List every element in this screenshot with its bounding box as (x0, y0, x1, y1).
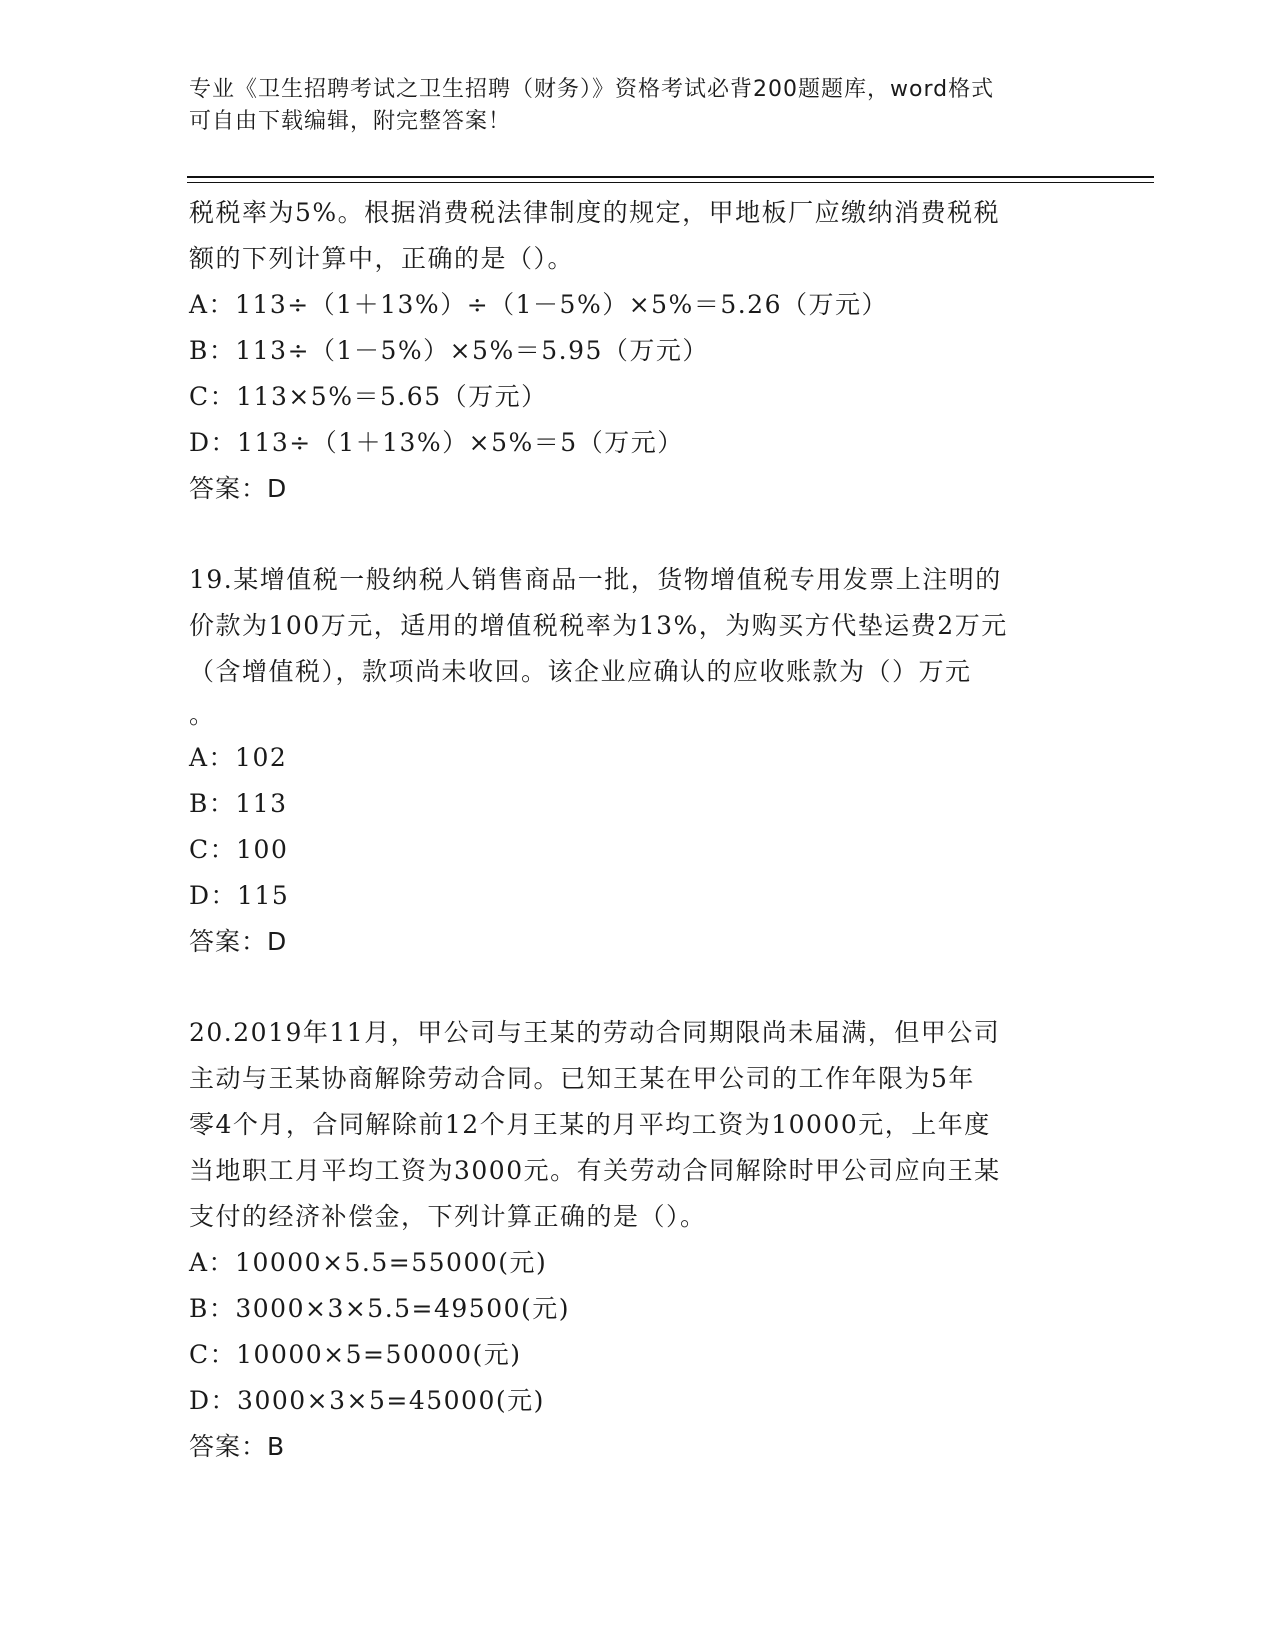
question-stem-line: 税税率为5%。根据消费税法律制度的规定，甲地板厂应缴纳消费税税 (189, 198, 1001, 227)
question-stem-line: 19.某增值税一般纳税人销售商品一批，货物增值税专用发票上注明的 (189, 565, 1002, 594)
option-b: B：3000×3×5.5=49500(元) (189, 1294, 571, 1323)
question-stem-line: 零4个月，合同解除前12个月王某的月平均工资为10000元，上年度 (189, 1110, 991, 1139)
question-stem-line: 当地职工月平均工资为3000元。有关劳动合同解除时甲公司应向王某 (189, 1156, 1001, 1185)
option-d: D：115 (189, 881, 290, 910)
option-b: B：113÷（1－5%）×5%＝5.95（万元） (189, 336, 709, 365)
question-stem-line: （含增值税），款项尚未收回。该企业应确认的应收账款为（）万元 (189, 657, 972, 686)
answer-line: 答案：D (189, 927, 288, 956)
header-title-line-1: 专业《卫生招聘考试之卫生招聘（财务）》资格考试必背200题题库，word格式 (189, 77, 995, 102)
option-b: B：113 (189, 789, 288, 818)
question-gap (189, 965, 1149, 1010)
answer-line: 答案：D (189, 474, 288, 503)
question-18 (189, 190, 1149, 512)
question-19 (189, 557, 1149, 965)
header-rule-thick (187, 176, 1154, 178)
question-stem-line: 支付的经济补偿金，下列计算正确的是（）。 (189, 1202, 707, 1231)
question-stem-line: 。 (189, 700, 216, 729)
answer-line: 答案：B (189, 1432, 286, 1461)
question-20 (189, 1010, 1149, 1470)
option-a: A：113÷（1＋13%）÷（1－5%）×5%＝5.26（万元） (189, 290, 888, 319)
header-rule-thin (187, 182, 1154, 183)
option-a: A：10000×5.5=55000(元) (189, 1248, 548, 1277)
question-gap (189, 512, 1149, 557)
option-a: A：102 (189, 743, 288, 772)
question-stem-line: 额的下列计算中，正确的是（）。 (189, 244, 575, 273)
question-stem-line: 20.2019年11月，甲公司与王某的劳动合同期限尚未届满，但甲公司 (189, 1018, 1001, 1047)
option-c: C：100 (189, 835, 289, 864)
question-stem-line: 价款为100万元，适用的增值税税率为13%，为购买方代垫运费2万元 (189, 611, 1008, 640)
option-c: C：113×5%＝5.65（万元） (189, 382, 548, 411)
option-d: D：113÷（1＋13%）×5%＝5（万元） (189, 428, 684, 457)
document-body (189, 190, 1149, 1470)
header-title-line-2: 可自由下载编辑，附完整答案！ (189, 109, 512, 134)
document-header (189, 74, 1089, 138)
option-d: D：3000×3×5=45000(元) (189, 1386, 545, 1415)
option-c: C：10000×5=50000(元) (189, 1340, 522, 1369)
question-stem-line: 主动与王某协商解除劳动合同。已知王某在甲公司的工作年限为5年 (189, 1064, 975, 1093)
